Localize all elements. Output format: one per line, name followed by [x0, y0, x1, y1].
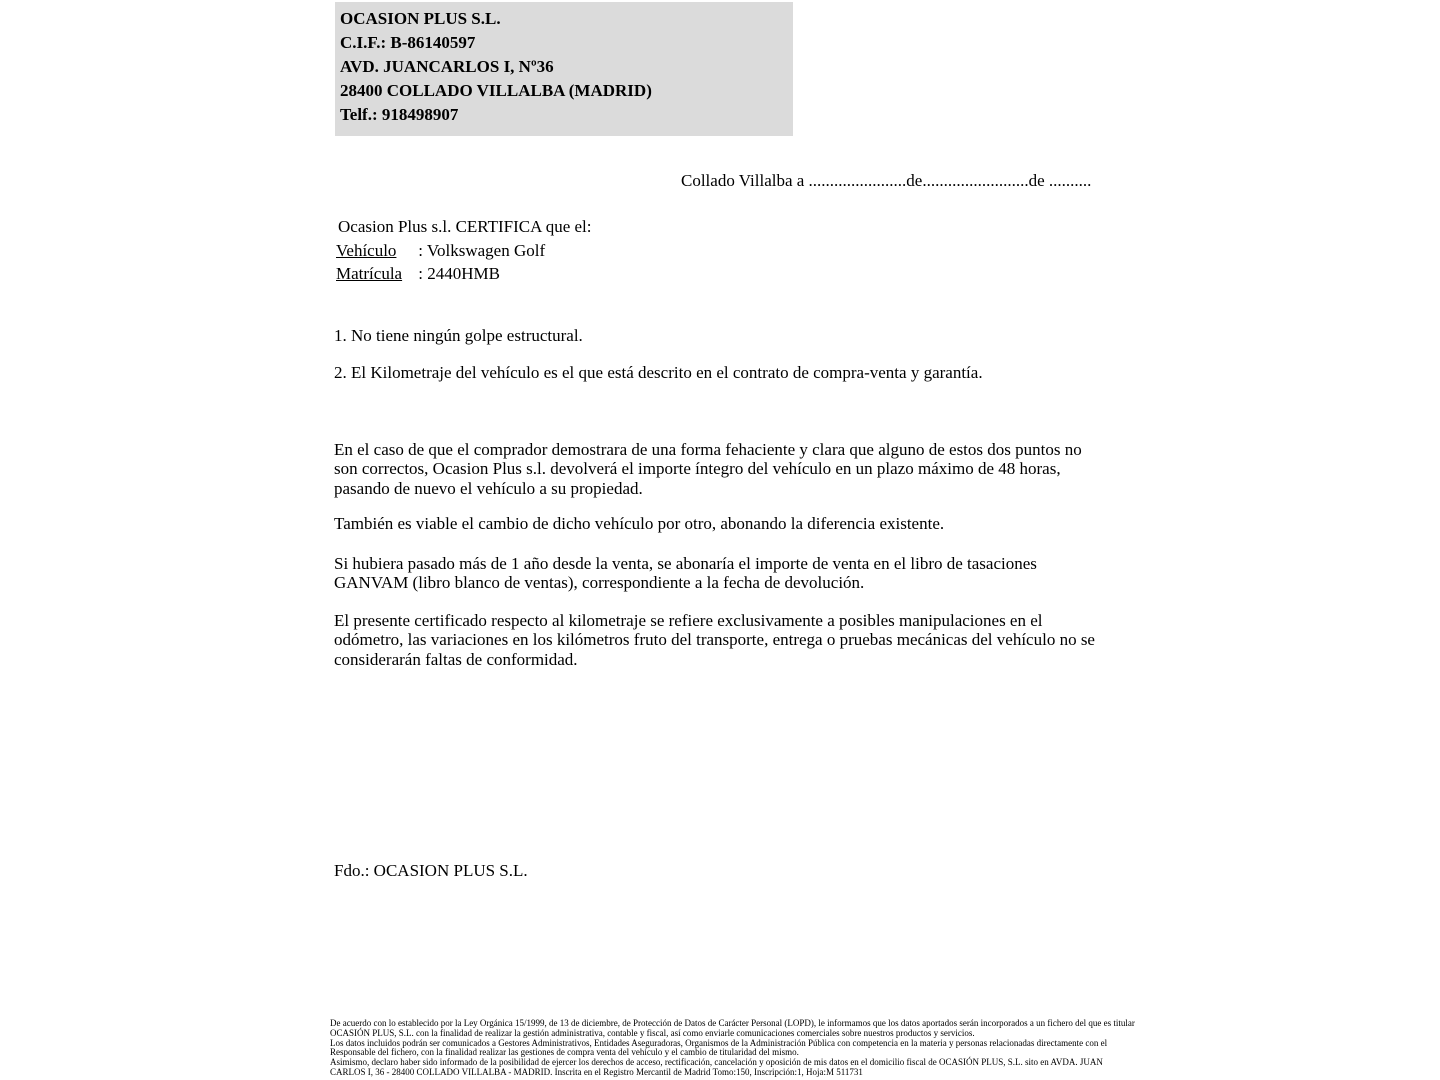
- certificate-item-2: 2. El Kilometraje del vehículo es el que está descrito en el contrato de compra-venta y garantía.: [334, 363, 983, 382]
- plate-value: : 2440HMB: [418, 264, 500, 283]
- date-line: Collado Villalba a .......................de.........................de ..........: [681, 171, 1092, 190]
- paragraph-refund: En el caso de que el comprador demostrara de una forma fehaciente y clara que alguno de estos dos puntos no son correctos, Ocasion Plus s.l. devolverá el importe íntegro del vehículo en un plazo máximo de 48 horas, pasando de nuevo el vehículo a su propiedad.: [334, 439, 1082, 498]
- vehicle-value: : Volkswagen Golf: [418, 240, 546, 260]
- footer-line: De acuerdo con lo establecido por la Ley Orgánica 15/1999, de 13 de diciembre, de Protección de Datos de Carácter Personal (LOPD), le informamos que los datos aportados serán incorporados a un fichero del que es titular: [330, 1018, 1135, 1028]
- plate-label: Matrícula: [336, 264, 403, 283]
- vehicle-field: [336, 241, 1106, 261]
- document-body: [334, 217, 1106, 881]
- paragraph-ganvam: Si hubiera pasado más de 1 año desde la venta, se abonaría el importe de venta en el libro de tasaciones GANVAM (libro blanco de ventas), correspondiente a la fecha de devolución.: [334, 553, 1037, 592]
- certifica-intro: Ocasion Plus s.l. CERTIFICA que el:: [338, 217, 592, 236]
- certificate-item-1: 1. No tiene ningún golpe estructural.: [334, 325, 583, 345]
- paragraph-odometer: El presente certificado respecto al kilometraje se refiere exclusivamente a posibles manipulaciones en el odómetro, las variaciones en los kilómetros fruto del transporte, entrega o pruebas mecánicas del vehículo no se considerarán faltas de conformidad.: [334, 610, 1095, 669]
- company-name: OCASION PLUS S.L.: [340, 9, 501, 28]
- footer-line: Asimismo, declaro haber sido informado de la posibilidad de ejercer los derechos de acceso, rectificación, cancelación y oposición de mis datos en el domicilio fiscal de OCASIÓN PLUS, S.L. sito en AVDA. JUAN: [330, 1057, 1103, 1068]
- legal-footer: [330, 1018, 1135, 1078]
- footer-line: OCASIÓN PLUS, S.L. con la finalidad de realizar la gestión administrativa, contable y fiscal, así como enviarle comunicaciones comerciales sobre nuestros productos y servicios.: [330, 1027, 975, 1038]
- company-city: 28400 COLLADO VILLALBA (MADRID): [340, 81, 652, 100]
- paragraph-exchange: También es viable el cambio de dicho vehículo por otro, abonando la diferencia existente.: [334, 514, 945, 533]
- plate-field: [336, 264, 1106, 284]
- company-cif: C.I.F.: B-86140597: [340, 33, 476, 52]
- footer-line: Responsable del fichero, con la finalidad realizar las gestiones de compra venta del vehículo y el cambio de titularidad del mismo.: [330, 1047, 799, 1058]
- company-address: AVD. JUANCARLOS I, Nº36: [340, 57, 554, 76]
- footer-line: CARLOS I, 36 - 28400 COLLADO VILLALBA - MADRID. Inscrita en el Registro Mercantil de Madrid Tomo:150, Inscripción:1, Hoja:M 511731: [330, 1066, 863, 1077]
- company-header-box: [335, 2, 793, 136]
- signature-line: Fdo.: OCASION PLUS S.L.: [334, 861, 528, 880]
- company-phone: Telf.: 918498907: [340, 105, 459, 124]
- footer-line: Los datos incluidos podrán ser comunicados a Gestores Administrativos, Entidades Aseguradoras, Organismos de la Administración Pública con competencia en la materia y personas relacionadas directamente con el: [330, 1037, 1108, 1048]
- vehicle-label: Vehículo: [336, 240, 397, 260]
